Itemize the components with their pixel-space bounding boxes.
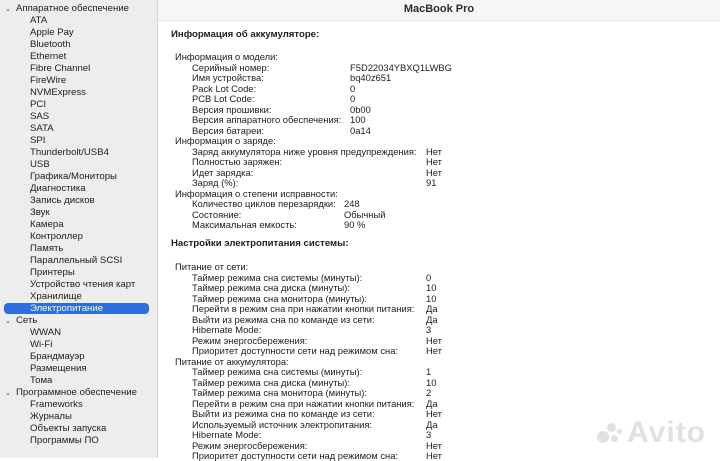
sidebar-item[interactable]: SATA	[30, 123, 54, 134]
field-value: 10	[426, 376, 437, 388]
field-value: 0b00	[350, 103, 371, 115]
field-label: Таймер режима сна диска (минуты):	[192, 376, 350, 388]
avito-watermark	[597, 416, 706, 450]
group-label: Информация о заряде:	[175, 135, 276, 146]
sidebar-section-label: Сеть	[16, 315, 38, 326]
field-label: Версия батареи:	[192, 124, 265, 136]
field-value: 248	[344, 198, 360, 209]
sidebar-section-network[interactable]	[0, 315, 157, 326]
field-value: Да	[426, 303, 438, 314]
field-label: Заряд аккумулятора ниже уровня предупреждения:	[192, 145, 417, 157]
sidebar-item[interactable]: Память	[30, 243, 64, 254]
sidebar-item[interactable]: Контроллер	[30, 231, 83, 242]
sidebar-item[interactable]: Журналы	[30, 411, 72, 422]
sidebar-item[interactable]: Frameworks	[30, 399, 83, 410]
field-value: bq40z651	[350, 72, 392, 83]
power-settings-heading: Настройки электропитания системы:	[171, 238, 349, 249]
field-label: Серийный номер:	[192, 61, 270, 73]
field-value: F5D22034YBXQ1LWBG	[350, 61, 452, 73]
sidebar-item[interactable]: Диагностика	[30, 183, 86, 194]
field-value: Да	[426, 313, 438, 325]
sidebar-item[interactable]: SAS	[30, 111, 50, 122]
chevron-down-icon[interactable]: ⌄	[5, 390, 11, 397]
sidebar-item[interactable]: Bluetooth	[30, 39, 71, 50]
field-label: Таймер режима сна системы (минуты):	[192, 271, 363, 283]
sidebar-item[interactable]: WWAN	[30, 327, 62, 338]
field-label: Используемый источник электропитания:	[192, 418, 373, 430]
field-value: 91	[426, 177, 437, 188]
sidebar-item[interactable]: Thunderbolt/USB4	[30, 147, 109, 158]
field-value: 0	[350, 93, 356, 104]
field-value: 2	[426, 387, 432, 398]
field-value: Нет	[426, 450, 442, 461]
sidebar-item[interactable]: Тома	[30, 375, 53, 386]
field-label: Перейти в режим сна при нажатии кнопки питания:	[192, 397, 415, 409]
sidebar-item[interactable]: Apple Pay	[30, 27, 74, 38]
sidebar[interactable]	[0, 0, 158, 458]
detail-pane[interactable]	[158, 21, 720, 461]
field-value: 10	[426, 282, 437, 293]
field-label: Имя устройства:	[192, 72, 264, 83]
field-label: Выйти из режима сна по команде из сети:	[192, 313, 375, 325]
field-label: Состояние:	[192, 208, 242, 220]
field-label: Количество циклов перезарядки:	[192, 198, 336, 209]
chevron-down-icon[interactable]: ⌄	[5, 318, 11, 325]
sidebar-item[interactable]: FireWire	[30, 75, 67, 86]
field-value: Нет	[426, 156, 442, 167]
sidebar-item[interactable]: PCI	[30, 99, 46, 110]
sidebar-section-hardware[interactable]	[0, 3, 157, 14]
field-value: Нет	[426, 334, 442, 346]
sidebar-item[interactable]: ATA	[30, 15, 48, 26]
group-label: Информация о степени исправности:	[175, 187, 338, 199]
sidebar-section-software[interactable]	[0, 387, 157, 398]
field-value: Обычный	[344, 208, 386, 220]
chevron-down-icon[interactable]: ⌄	[5, 6, 11, 13]
field-value: Нет	[426, 166, 442, 178]
window-title: MacBook Pro	[403, 3, 475, 15]
field-label: Полностью заряжен:	[192, 156, 283, 167]
sidebar-item[interactable]: Электропитание	[4, 303, 149, 314]
field-value: 90 %	[344, 219, 366, 230]
sidebar-item[interactable]: Программы ПО	[30, 435, 99, 446]
group-label: Питание от сети:	[175, 261, 249, 272]
sidebar-item[interactable]: Устройство чтения карт	[30, 279, 136, 290]
field-label: Таймер режима сна диска (минуты):	[192, 282, 350, 293]
watermark-text: Avito	[627, 416, 706, 449]
sidebar-item[interactable]: Wi-Fi	[30, 339, 53, 350]
sidebar-section-label: Программное обеспечение	[16, 387, 137, 398]
field-value: 3	[426, 324, 432, 335]
field-value: Да	[426, 418, 438, 430]
sidebar-item[interactable]: Запись дисков	[30, 195, 95, 206]
sidebar-item[interactable]: Ethernet	[30, 51, 67, 62]
field-value: 100	[350, 114, 366, 125]
sidebar-item[interactable]: Графика/Мониторы	[30, 171, 117, 182]
field-value: Нет	[426, 408, 442, 419]
sidebar-item[interactable]: SPI	[30, 135, 46, 146]
field-value: 0	[426, 271, 432, 283]
battery-info-heading: Информация об аккумуляторе:	[171, 29, 320, 40]
field-label: Режим энергосбережения:	[192, 334, 308, 346]
group-label: Информация о модели:	[175, 51, 278, 62]
field-label: Выйти из режима сна по команде из сети:	[192, 408, 375, 419]
sidebar-item[interactable]: Параллельный SCSI	[30, 255, 123, 266]
sidebar-item[interactable]: Объекты запуска	[30, 423, 107, 434]
field-label: Заряд (%):	[192, 177, 239, 188]
sidebar-item[interactable]: Брандмауэр	[30, 351, 85, 362]
field-label: Приоритет доступности сети над режимом сна:	[192, 345, 399, 356]
field-label: Таймер режима сна системы (минуты):	[192, 366, 363, 377]
field-label: Приоритет доступности сети над режимом сна:	[192, 450, 399, 461]
field-label: Перейти в режим сна при нажатии кнопки питания:	[192, 303, 415, 314]
field-value: 0	[350, 82, 356, 94]
sidebar-section-label: Аппаратное обеспечение	[16, 3, 130, 14]
field-label: Режим энергосбережения:	[192, 439, 308, 451]
sidebar-item[interactable]: Принтеры	[30, 267, 75, 278]
sidebar-item[interactable]: Fibre Channel	[30, 63, 91, 74]
field-label: Pack Lot Code:	[192, 82, 257, 94]
field-label: Идет зарядка:	[192, 166, 254, 178]
group-label: Питание от аккумулятора:	[175, 355, 289, 367]
field-label: Таймер режима сна монитора (минуты):	[192, 387, 367, 398]
sidebar-item[interactable]: Звук	[30, 207, 50, 218]
sidebar-item[interactable]: Камера	[30, 219, 64, 230]
field-label: Таймер режима сна монитора (минуты):	[192, 292, 367, 304]
field-label: PCB Lot Code:	[192, 93, 255, 104]
field-label: Hibernate Mode:	[192, 429, 262, 440]
field-value: Нет	[426, 145, 442, 157]
avito-logo-icon	[597, 421, 623, 447]
sidebar-item[interactable]: Размещения	[30, 363, 87, 374]
sidebar-item[interactable]: USB	[30, 159, 50, 170]
field-value: Нет	[426, 439, 442, 451]
field-label: Версия аппаратного обеспечения:	[192, 114, 342, 125]
field-value: 1	[426, 366, 432, 377]
field-label: Максимальная емкость:	[192, 219, 297, 230]
sidebar-item[interactable]: Хранилище	[30, 291, 82, 302]
title-bar	[158, 0, 720, 21]
field-value: 0a14	[350, 124, 371, 136]
field-value: 10	[426, 292, 437, 304]
field-label: Версия прошивки:	[192, 103, 272, 115]
field-value: 3	[426, 429, 432, 440]
field-label: Hibernate Mode:	[192, 324, 262, 335]
sidebar-item[interactable]: NVMExpress	[30, 87, 86, 98]
field-value: Нет	[426, 345, 442, 356]
field-value: Да	[426, 397, 438, 409]
